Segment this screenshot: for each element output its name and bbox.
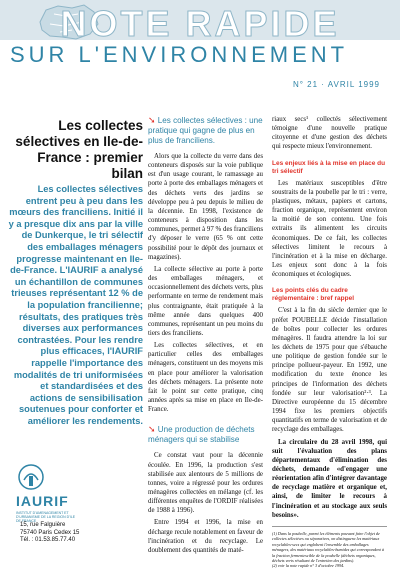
paragraph: riaux secs¹ collectés sélectivement témoigne d'une nouvelle pratique citoyenne et d'une gestion des déchets qui respecte mieux l'environnement. — [272, 116, 387, 151]
arrow-icon: ➘ — [148, 424, 156, 435]
footnote: (2) voir la note rapide n° 3 d'octobre 1994. — [272, 563, 345, 569]
logo-legal-name: INSTITUT D'AMENAGEMENT ET D'URBANISME DE LA REGION D'ILE DE FRANCE — [16, 511, 76, 524]
publisher-address — [20, 522, 79, 545]
publication-title: NOTE RAPIDE — [60, 3, 340, 44]
article-column-3 — [272, 115, 387, 569]
arrow-icon: ➘ — [148, 115, 156, 125]
section-heading-text: Une production de déchets ménagers qui se stabilise — [148, 425, 255, 445]
article-column-2 — [148, 115, 263, 558]
footnotes — [272, 526, 387, 569]
address-street: 15, rue Falguière — [20, 522, 66, 528]
publication-subtitle: SUR L'ENVIRONNEMENT — [10, 42, 349, 67]
issue-number: N° 21 · AVRIL 1999 — [292, 80, 380, 89]
paragraph: Ce constat vaut pour la décennie écoulée. En 1996, la production s'est stabilisée aux alentours de 5 millions de tonnes, voire a régressé pour les ordures ménagères collectées en mélange (cf. les différentes enquêtes de l'ORDIF réalisées de 1988 à 1996). — [148, 452, 263, 515]
article-title: Les collectes sélectives en Ile-de-France : premier bilan — [15, 118, 143, 181]
paragraph: Alors que la collecte du verre dans des conteneurs disposés sur la voie publique est d'un usage courant, le ramassage au porte à porte des emballages ménagers et des déchets verts des jardins se développe peu à peu depuis le milieu de la décennie. En 1998, l'existence de conteneurs à disposition dans les communes, permet à 97 % des franciliens d'y déposer le verre (65 % ont cette possibilité pour le dépôt des journaux et magazines). — [148, 153, 263, 261]
section-heading — [148, 115, 263, 146]
paragraph: Les collectes sélectives, et en particulier celles des emballages ménagers, constituent un des moyens mis en place pour améliorer la valorisation des déchets ménagers. La présente note fait le point sur cette pratique, cinq années après sa mise en place en Ile-de-France. — [148, 342, 263, 414]
paragraph: Les matériaux susceptibles d'être soustraits de la poubelle par le tri : verre, plastiques, métaux, papiers et cartons, fraction organique, représentent environ la moitié de son contenu. Une fois extraits ils alimentent les circuits économiques. De ce fait, les collectes sélectives limitent le recours à l'incinération et à la mise en décharge. Les enjeux sont donc à la fois économiques et écologiques. — [272, 179, 387, 279]
subsection-heading: Les points clés du cadre réglementaire : bref rappel — [272, 287, 354, 303]
iaurif-logo-icon — [16, 462, 46, 492]
section-heading — [148, 424, 263, 445]
paragraph: C'est à la fin du siècle dernier que le préfet POUBELLE décide l'installation de boîtes pour collecter les ordures ménagères. Il faudra attendre la loi sur les déchets de 1975 pour que s'ébauche une politique de gestion fondée sur le principe pollueur-payeur. En 1992, une modification du texte énonce les principes de l'information des déchets fondée sur leur valorisation²·³. La Directive européenne du 15 décembre 1994 fixe les premiers objectifs quantitatifs en terme de valorisation et de recyclage des emballages. — [272, 307, 387, 434]
footnote: (1) Dans la poubelle, parmi les éléments pouvant faire l'objet de collectes sélectives ou séparatives, on distinguera les matériaux recyclables-secs qui englobent l'ensemble des emballages ménagers, des matériaux recyclables-humides qui correspondent à la fraction fermentescible de la poubelle (déchets organiques, déchets verts résultant de l'entretien des jardins). — [272, 530, 384, 563]
subsection-heading: Les enjeux liés à la mise en place du tri sélectif — [272, 159, 386, 175]
address-city: 75740 Paris Cedex 15 — [20, 529, 80, 536]
paragraph: La circulaire du 28 avril 1998, qui suit l'évaluation des plans départementaux d'élimination des déchets, demande «d'engager une réorientation afin d'intégrer davantage de recyclage matière et organique et, ainsi, de limiter le recours à l'incinération et au stockage aux seuls besoins». — [272, 438, 387, 519]
masthead — [0, 0, 400, 95]
iaurif-logo — [16, 462, 86, 524]
paragraph: Entre 1994 et 1996, la mise en décharge recule notablement en faveur de l'incinération et du recyclage. Le doublement des quantités de maté- — [148, 519, 263, 554]
address-phone: Tél. : 01.53.85.77.40 — [20, 537, 76, 543]
logo-name: IAURIF — [16, 493, 69, 509]
left-column — [8, 118, 143, 182]
article-summary: Les collectes sélectives entrent peu à peu dans les mœurs des franciliens. Initié il y a presque dix ans par la ville de Dunkerque, le tri sélectif des emballages ménagers progresse maintenant en Ile-de-France. L'IAURIF a analysé un échantillon de communes trieuses représentant 12 % de la population francilienne; résultats, des pratiques très diverses aux performances contrastées. Pour les rendre plus efficaces, l'IAURIF rappelle l'importance des modalités de tri uniformisées et standardisées et des actions de sensibilisation soutenues pour conforter et améliorer les rendements. — [8, 184, 143, 426]
paragraph: La collecte sélective au porte à porte des emballages ménagers, et occasionnellement des déchets verts, plus performante en terme de rendement mais plus contraignante, était pratiquée à la même année dans quelques 400 communes, représentant un peu moins du tiers des franciliens. — [148, 265, 263, 337]
section-heading-text: Les collectes sélectives : une pratique qui gagne de plus en plus de franciliens. — [148, 116, 263, 145]
